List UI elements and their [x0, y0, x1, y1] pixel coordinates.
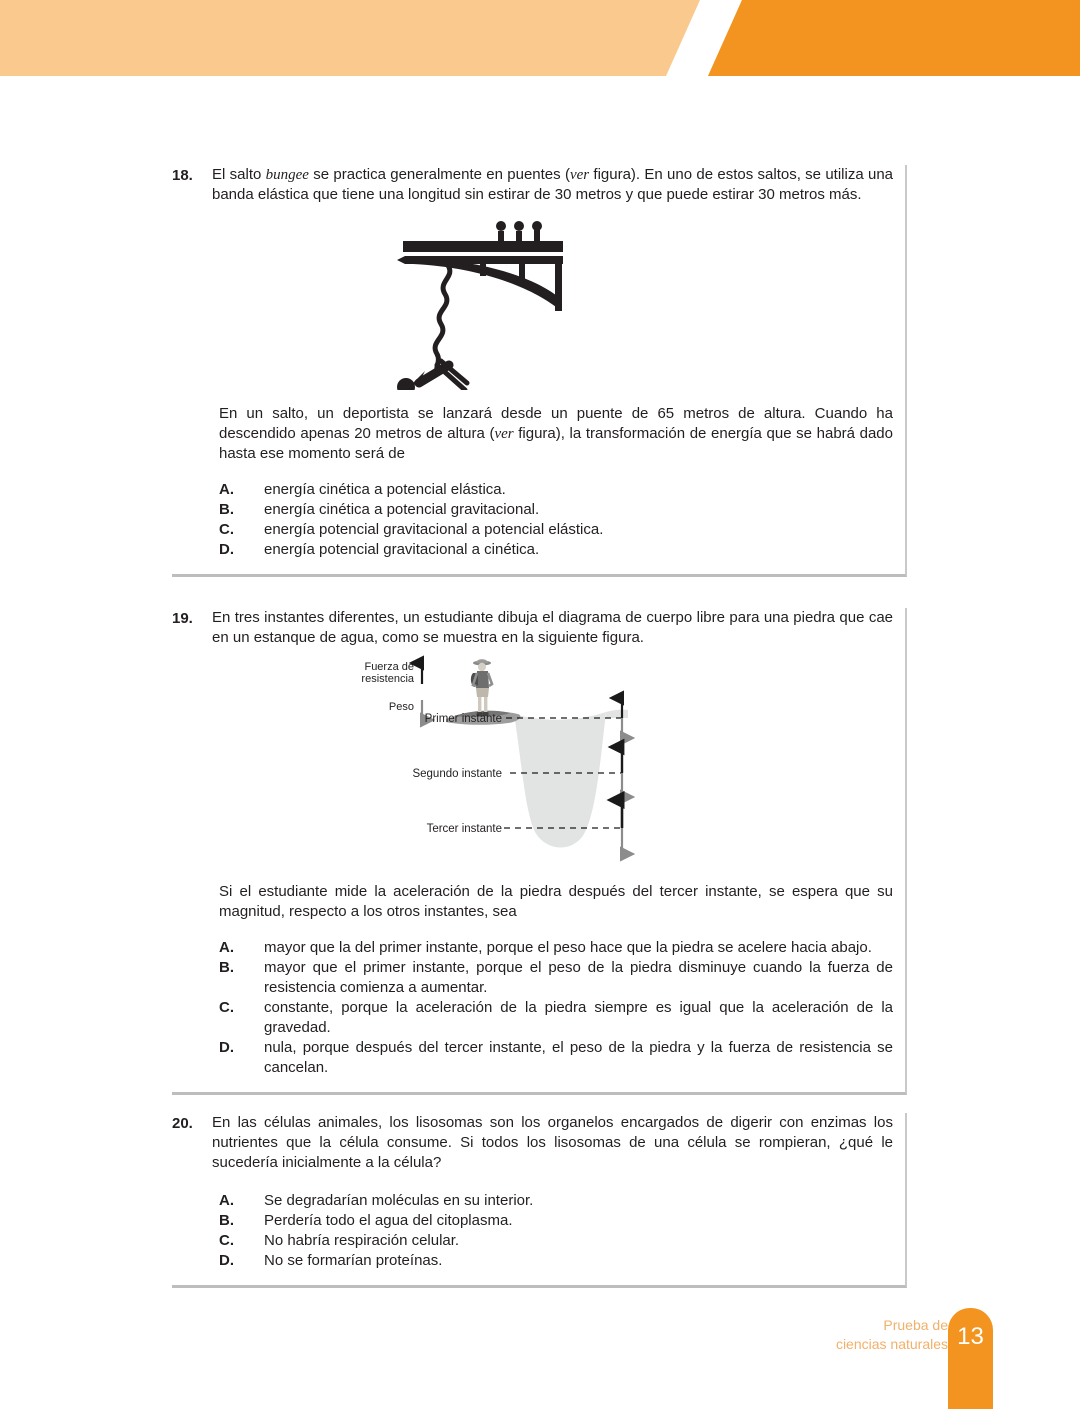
pond-right-bank: [606, 710, 628, 718]
option-18-c-letter: C.: [219, 521, 234, 538]
option-19-c-letter: C.: [219, 999, 234, 1016]
stem-italic-ver: ver: [569, 167, 590, 183]
question-20-options: [219, 1191, 893, 1271]
option-20-a-letter: A.: [219, 1192, 234, 1209]
page-number: 13: [957, 1323, 984, 1350]
option-19-d-letter: D.: [219, 1039, 234, 1056]
page-footer: [0, 1296, 1080, 1397]
question-18-stem: El salto bungee se practica generalmente en puentes (ver figura). En uno de estos saltos, se utiliza una banda elástica que tiene una longitud sin estirar de 30 metros y que puede estirar 30 metros más.: [212, 166, 894, 203]
option-19-a-text: mayor que la del primer instante, porque el peso hace que la piedra se acelere hacia abajo.: [264, 939, 872, 956]
pond-water-shape: [514, 712, 606, 847]
figure-18-wrap: [172, 215, 893, 390]
option-18-d[interactable]: [219, 540, 893, 560]
option-18-c[interactable]: [219, 520, 893, 540]
option-20-b-text: Perdería todo el agua del citoplasma.: [264, 1212, 513, 1229]
footer-line-2: ciencias naturales: [835, 1336, 948, 1352]
stem-italic-bungee: bungee: [265, 167, 309, 183]
footer-line-1: Prueba de: [883, 1317, 948, 1333]
legend-force-line2: resistencia: [360, 673, 414, 685]
option-18-a-text: energía cinética a potencial elástica.: [264, 481, 506, 498]
option-20-b-letter: B.: [219, 1212, 234, 1229]
question-block-20: [172, 1113, 907, 1288]
option-18-c-text: energía potencial gravitacional a potencial elástica.: [264, 521, 604, 538]
question-19-body: Si el estudiante mide la aceleración de la piedra después del tercer instante, se espera que su magnitud, respecto a los otros instantes, sea: [219, 883, 893, 920]
option-20-a[interactable]: [219, 1191, 893, 1211]
option-19-b-letter: B.: [219, 959, 234, 976]
option-18-a[interactable]: [219, 480, 893, 500]
question-20-number: 20.: [172, 1115, 193, 1132]
option-19-a[interactable]: [219, 938, 893, 958]
option-20-b[interactable]: [219, 1211, 893, 1231]
body-italic-ver-18: ver: [494, 426, 514, 442]
option-18-b-text: energía cinética a potencial gravitacional.: [264, 501, 540, 518]
question-18-stem-row: [172, 165, 893, 205]
question-block-18: [172, 165, 907, 577]
question-18-number: 18.: [172, 167, 193, 184]
bungee-jump-figure: [383, 215, 683, 390]
instant-2-label: Segundo instante: [411, 768, 502, 780]
option-18-b-letter: B.: [219, 501, 234, 518]
option-20-d-text: No se formarían proteínas.: [264, 1252, 443, 1269]
question-19-number: 19.: [172, 610, 193, 627]
question-19-options: [219, 938, 893, 1078]
question-19-stem: En tres instantes diferentes, un estudiante dibuja el diagrama de cuerpo libre para una piedra que cae en un estanque de agua, como se muestra en la siguiente figura.: [212, 609, 893, 646]
instant-1-label: Primer instante: [424, 713, 502, 725]
option-19-c-text: constante, porque la aceleración de la piedra siempre es igual que la aceleración de la gravedad.: [264, 999, 893, 1036]
option-19-d-text: nula, porque después del tercer instante, el peso de la piedra y la fuerza de resistencia se cancelan.: [264, 1039, 893, 1076]
option-19-d[interactable]: [219, 1038, 893, 1078]
option-18-d-text: energía potencial gravitacional a cinética.: [264, 541, 540, 558]
option-18-b[interactable]: [219, 500, 893, 520]
question-20-stem-row: [172, 1113, 893, 1173]
footer-test-name: [836, 1316, 948, 1354]
legend-force-line1: Fuerza de: [363, 661, 414, 673]
option-20-a-text: Se degradarían moléculas en su interior.: [264, 1192, 534, 1209]
question-18-options: [219, 480, 893, 560]
question-19-stem-row: [172, 608, 893, 648]
legend-weight-label: Peso: [388, 701, 414, 713]
option-19-b-text: mayor que el primer instante, porque el peso de la piedra disminuye cuando la fuerza de resistencia comienza a aumentar.: [264, 959, 893, 996]
question-18-body: En un salto, un deportista se lanzará desde un puente de 65 metros de altura. Cuando ha descendido apenas 20 metros de altura (ver figura), la transformación de energía que se habrá dado hasta ese momento será de: [219, 405, 893, 462]
figure-19-wrap: [172, 654, 893, 866]
option-18-a-letter: A.: [219, 481, 234, 498]
instant-3-label: Tercer instante: [426, 823, 502, 835]
option-19-a-letter: A.: [219, 939, 234, 956]
option-20-c-letter: C.: [219, 1232, 234, 1249]
option-20-c-text: No habría respiración celular.: [264, 1232, 460, 1249]
option-18-d-letter: D.: [219, 541, 234, 558]
option-20-d[interactable]: [219, 1251, 893, 1271]
option-20-c[interactable]: [219, 1231, 893, 1251]
question-block-19: [172, 608, 907, 1095]
free-body-diagram-pond-figure: [318, 654, 748, 866]
option-19-b[interactable]: [219, 958, 893, 998]
question-20-stem: En las células animales, los lisosomas son los organelos encargados de digerir con enzimas los nutrientes que la célula consume. Si todos los lisosomas de una célula se rompieran, ¿qué le sucedería inicialmente a la célula?: [212, 1114, 893, 1171]
option-19-c[interactable]: [219, 998, 893, 1038]
option-20-d-letter: D.: [219, 1252, 234, 1269]
